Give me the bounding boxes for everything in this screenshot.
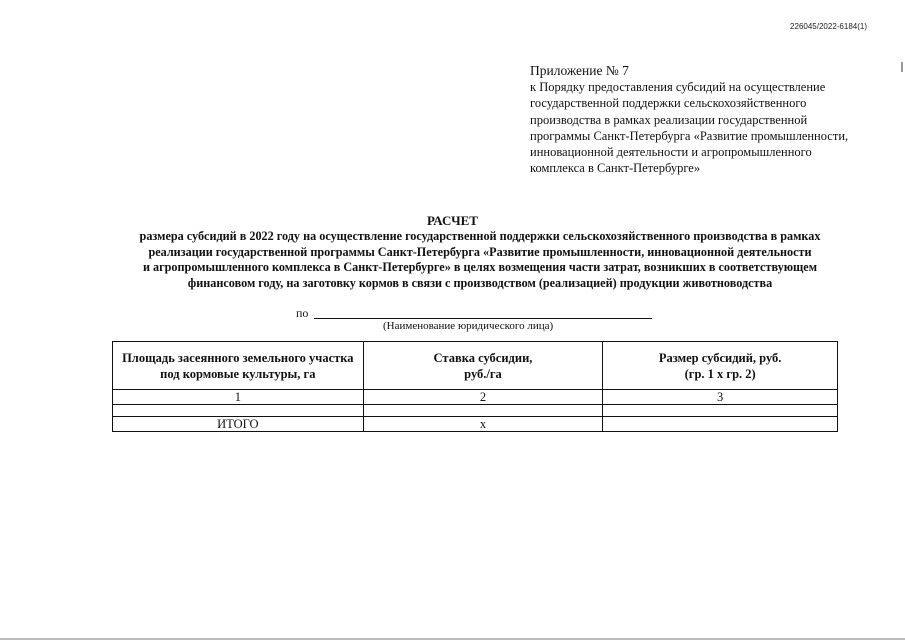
appendix-line: государственной поддержки сельскохозяйственного (530, 96, 807, 111)
appendix-line: комплекса в Санкт-Петербурге» (530, 161, 701, 176)
column-number: 3 (603, 390, 838, 405)
column-number: 2 (363, 390, 603, 405)
header-amount-line-1: Размер субсидий, руб. (658, 350, 782, 365)
total-label: ИТОГО (113, 417, 364, 432)
header-rate-line-1: Ставка субсидии, (433, 350, 533, 365)
column-number: 1 (113, 390, 364, 405)
document-subtitle (110, 229, 850, 291)
header-amount-line-2: (гр. 1 х гр. 2) (684, 366, 756, 381)
subtitle-line: и агропромышленного комплекса в Санкт-Петербурге» в целях возмещения части затрат, возникших в соответствующем (142, 260, 818, 274)
column-number-row (113, 390, 838, 405)
entity-field (296, 306, 308, 321)
appendix-line: инновационной деятельности и агропромышленного (530, 145, 812, 160)
total-amount-cell[interactable] (603, 417, 838, 432)
subtitle-line: реализации государственной программы Санкт-Петербурга «Развитие промышленности, инновационной деятельности (148, 244, 812, 259)
entity-caption: (Наименование юридического лица) (383, 320, 554, 332)
appendix-number: Приложение № 7 (530, 63, 629, 78)
document-title: РАСЧЕТ (427, 213, 478, 228)
total-row (113, 417, 838, 432)
po-label: по (296, 306, 309, 320)
appendix-block (530, 63, 875, 176)
calculation-table (112, 341, 838, 432)
rate-cell[interactable] (363, 405, 603, 417)
header-area-line-1: Площадь засеянного земельного участка (122, 350, 354, 365)
scan-mark (901, 62, 903, 72)
amount-cell[interactable] (603, 405, 838, 417)
data-row (113, 405, 838, 417)
subtitle-line: финансовом году, на заготовку кормов в связи с производством (реализацией) продукции животноводства (187, 275, 773, 290)
header-rate (363, 342, 603, 390)
area-cell[interactable] (113, 405, 364, 417)
header-amount (603, 342, 838, 390)
header-rate-line-2: руб./га (464, 366, 502, 381)
table-header-row (113, 342, 838, 390)
appendix-line: программы Санкт-Петербурга «Развитие промышленности, (530, 128, 849, 143)
header-area (113, 342, 364, 390)
entity-name-blank[interactable] (314, 318, 652, 319)
appendix-line: производства в рамках реализации государственной (530, 112, 808, 127)
subtitle-line: размера субсидий в 2022 году на осуществление государственной поддержки сельскохозяйственного производства в рамках (139, 229, 821, 243)
total-rate-cell: х (363, 417, 603, 432)
appendix-line: к Порядку предоставления субсидий на осуществление (530, 80, 826, 95)
document-id: 226045/2022-6184(1) (790, 22, 867, 31)
header-area-line-2: под кормовые культуры, га (160, 366, 316, 381)
